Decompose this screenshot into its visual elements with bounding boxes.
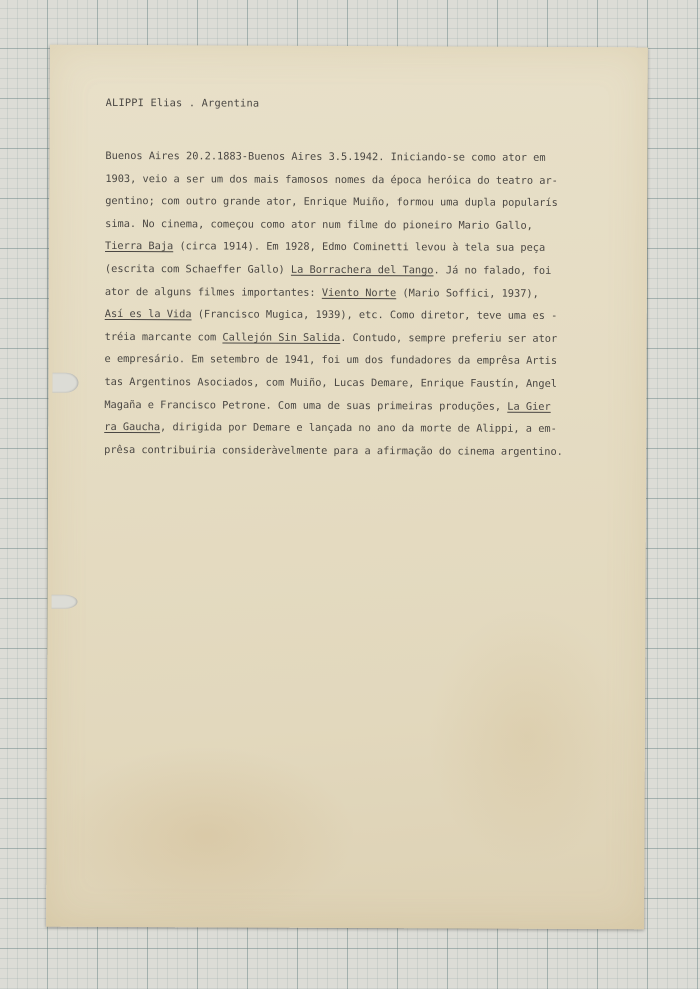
text-line bbox=[105, 145, 645, 170]
text-segment: tréia marcante com bbox=[104, 330, 223, 344]
text-segment: ator de alguns filmes importantes: bbox=[104, 285, 322, 299]
paper-stain bbox=[426, 606, 627, 867]
text-segment: , dirigida por Demare e lançada no ano da morte de Alippi, a em- bbox=[160, 421, 557, 436]
underlined-title: ra Gaucha bbox=[104, 421, 161, 434]
document-body bbox=[104, 97, 646, 464]
text-segment: Buenos Aires 20.2.1883-Buenos Aires 3.5.1942. Iniciando-se como ator em bbox=[105, 149, 546, 164]
biography-paragraph bbox=[104, 145, 645, 464]
text-line bbox=[105, 168, 645, 193]
underlined-title: Callejón Sin Salida bbox=[222, 331, 341, 344]
text-segment: . Contudo, sempre preferiu ser ator bbox=[340, 331, 558, 345]
typewritten-page bbox=[46, 45, 648, 930]
text-line bbox=[105, 348, 645, 373]
text-line bbox=[105, 258, 645, 283]
text-line bbox=[104, 439, 644, 464]
text-segment: e empresário. Em setembro de 1941, foi um dos fundadores da emprêsa Artis bbox=[104, 353, 558, 368]
text-line bbox=[105, 190, 645, 215]
text-line bbox=[104, 416, 644, 441]
text-line bbox=[104, 393, 644, 418]
torn-edge bbox=[51, 595, 77, 609]
torn-edge bbox=[52, 373, 78, 393]
underlined-title: Viento Norte bbox=[321, 286, 397, 299]
text-line bbox=[105, 235, 645, 260]
text-segment: prêsa contribuiria consideràvelmente para a afirmação do cinema argentino. bbox=[104, 443, 563, 458]
text-segment: (circa 1914). Em 1928, Edmo Cominetti levou à tela sua peça bbox=[173, 240, 546, 255]
text-segment: (Francisco Mugica, 1939), etc. Como diretor, teve uma es - bbox=[191, 308, 558, 323]
underlined-title: Tierra Baja bbox=[105, 240, 174, 253]
paper-stain bbox=[56, 745, 357, 926]
document-heading: ALIPPI Elias . Argentina bbox=[105, 96, 260, 110]
text-segment: . Já no falado, foi bbox=[433, 264, 552, 277]
text-line bbox=[105, 303, 645, 328]
text-line bbox=[105, 326, 645, 351]
text-segment: gentino; com outro grande ator, Enrique Muiño, formou uma dupla popularís bbox=[105, 195, 558, 210]
text-line bbox=[105, 281, 645, 306]
underlined-title: Así es la Vida bbox=[104, 308, 192, 321]
text-segment: (Mario Soffici, 1937), bbox=[396, 286, 539, 300]
underlined-title: La Gier bbox=[507, 400, 551, 413]
text-segment: Magaña e Francisco Petrone. Com uma de suas primeiras produções, bbox=[104, 398, 508, 413]
underlined-title: La Borrachera del Tango bbox=[290, 263, 434, 277]
text-line bbox=[104, 371, 644, 396]
text-segment: (escrita com Schaeffer Gallo) bbox=[104, 262, 291, 276]
text-segment: sima. No cinema, começou como ator num filme do pioneiro Mario Gallo, bbox=[105, 217, 533, 232]
text-segment: tas Argentinos Asociados, com Muiño, Lucas Demare, Enrique Faustín, Angel bbox=[104, 375, 558, 390]
text-segment: 1903, veio a ser um dos mais famosos nomes da época heróica do teatro ar- bbox=[105, 172, 558, 187]
text-line bbox=[105, 213, 645, 238]
